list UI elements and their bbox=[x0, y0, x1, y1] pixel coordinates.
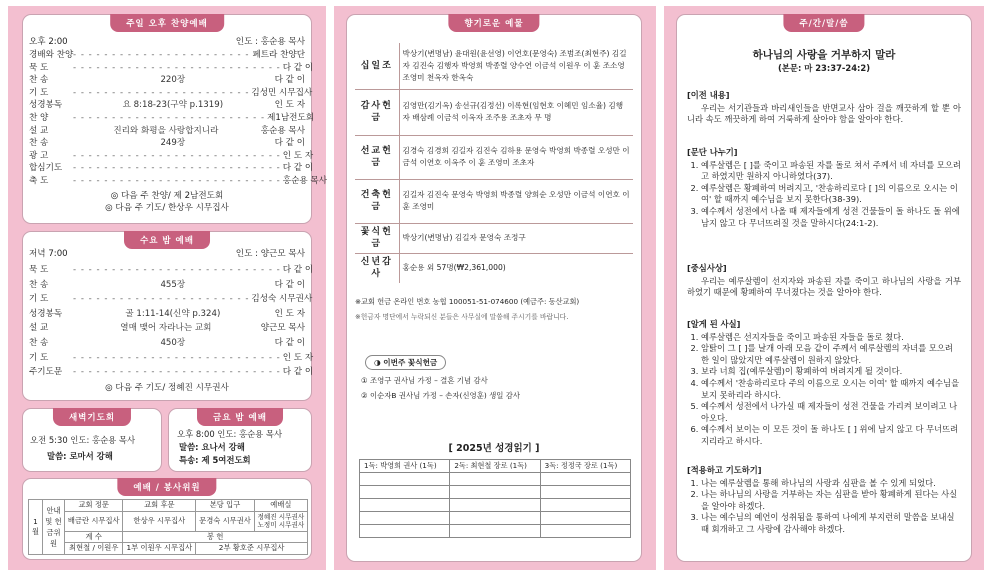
order-item-label: 성경봉독 bbox=[29, 308, 63, 319]
order-item-person: 제1남전도회 bbox=[267, 113, 315, 123]
friday-service-title: 금요 밤 예배 bbox=[197, 408, 283, 426]
apply-item: 3. 나는 예수님의 예언이 성취됨을 통하여 나에게 부지런히 말씀을 보내실 때 회개하고 그 사랑에 감사해야 하겠다. bbox=[701, 512, 961, 535]
dawn-prayer-card bbox=[22, 408, 162, 472]
paragraph-section bbox=[687, 147, 961, 229]
order-item-detail: 249장 bbox=[160, 138, 186, 149]
fact-item: 2. 암탉이 그 [ ]를 날개 아래 모음 같이 주께서 예루살렘의 자녀를 모으려 한 일이 많았지만 예루살렘이 원하지 않았다. bbox=[701, 343, 961, 366]
order-row bbox=[29, 99, 305, 111]
sermon-reference: (본문: 마 23:37-24:2) bbox=[777, 63, 871, 73]
order-item-dots: - - - - - - - - - - - - - - - - - - - - - - - bbox=[73, 87, 250, 98]
bible-reading-col: 3독: 정정국 장로 (1독) bbox=[540, 460, 630, 473]
order-item-dots: - - - - - - - - - - - - - - - - - - - - - - - - - - - bbox=[73, 163, 281, 174]
left-panel bbox=[8, 6, 326, 570]
volunteer-header: 교회 후문 bbox=[123, 500, 196, 512]
volunteer-cell: 최현철 / 이원우 bbox=[65, 543, 123, 555]
order-item-person: 다 같 이 bbox=[282, 163, 314, 174]
volunteer-header: 계 수 bbox=[65, 531, 123, 543]
sunday-time-row bbox=[29, 36, 305, 48]
order-item-detail: 골 1:11-14(신약 p.324) bbox=[125, 308, 221, 319]
volunteer-group: 안내 및 헌금위원 bbox=[43, 500, 65, 555]
central-thought-text: 우리는 예루살렘이 선지자와 파송된 자를 죽이고 하나님의 사랑을 거부하였기 때문에 황폐하여 무너졌다는 것을 알아야 한다. bbox=[687, 275, 961, 298]
order-item-dots: - - - - - - - - - - - - - - - - - - - - - - - - - bbox=[73, 113, 266, 123]
order-item-person: 홍순용 목사 bbox=[282, 176, 328, 186]
order-item-label: 축 도 bbox=[29, 176, 49, 186]
friday-service-special: 특송: 제 5여전도회 bbox=[179, 455, 251, 465]
dawn-prayer-sermon: 말씀: 로마서 강해 bbox=[47, 451, 113, 461]
order-item-label: 성경봉독 bbox=[29, 100, 63, 111]
volunteer-header: 본당 입구 bbox=[196, 500, 254, 512]
sunday-time: 오후 2:00 bbox=[29, 37, 68, 47]
sunday-leader: 인도 : 홍순용 목사 bbox=[235, 37, 305, 47]
previous-section bbox=[687, 90, 961, 126]
wednesday-time-row bbox=[29, 248, 305, 260]
friday-service-sermon: 말씀: 요나서 강해 bbox=[179, 442, 245, 452]
wednesday-service-card bbox=[22, 231, 312, 401]
order-item-detail: 진리와 화평을 사랑합지니라 bbox=[113, 125, 219, 136]
order-item-label: 합심기도 bbox=[29, 163, 63, 174]
order-row bbox=[29, 264, 314, 276]
order-item-person: 인 도 자 bbox=[274, 100, 305, 111]
order-item-detail: 450장 bbox=[160, 338, 186, 348]
order-item-person: 다 같 이 bbox=[274, 75, 305, 86]
order-row bbox=[29, 74, 305, 86]
weekly-word-title: 주/간/말/씀 bbox=[783, 14, 864, 32]
order-item-person: 페트라 찬양단 bbox=[252, 50, 305, 60]
order-item-label: 묵 도 bbox=[29, 265, 49, 275]
order-item-dots: - - - - - - - - - - - - - - - - - - - - - - - - - - - bbox=[73, 62, 281, 73]
wednesday-next-prayer: ◎ 다음 주 기도/ 정혜진 시무권사 bbox=[105, 383, 229, 393]
offering-category: 선교헌금 bbox=[355, 135, 399, 179]
order-row bbox=[29, 162, 314, 174]
offering-category: 감사헌금 bbox=[355, 89, 399, 135]
volunteer-cell: 한상우 시무집사 bbox=[123, 511, 196, 531]
middle-panel bbox=[334, 6, 656, 570]
previous-text: 우리는 서기관들과 바리새인들을 반면교사 삼아 걸을 깨끗하게 할 뿐 아니라 속도 깨끗하게 하여 거룩하게 살아야 함을 알아야 한다. bbox=[687, 102, 961, 125]
order-item-person: 다 같 이 bbox=[274, 279, 305, 290]
offering-names: 김길자 김진숙 문영숙 박영희 박종렬 양희순 오성만 이금석 이연호 이 훈 조영미 bbox=[399, 179, 633, 223]
order-item-person: 김성숙 시무권사 bbox=[251, 294, 313, 305]
order-row bbox=[29, 175, 328, 187]
fact-item: 5. 예수께서 성전에서 나가실 때 제자들이 성전 건물을 가리켜 보이려고 나아오다. bbox=[701, 401, 961, 424]
right-panel bbox=[664, 6, 984, 570]
fact-item: 6. 예수께서 보이는 이 모든 것이 돌 하나도 [ ] 위에 남지 않고 다 무너뜨려지리라고 하시다. bbox=[701, 424, 961, 447]
order-row bbox=[29, 150, 314, 162]
order-item-label: 묵 도 bbox=[29, 62, 49, 73]
next-flower-offering-2: ② 이순자B 권사님 가정 – 손자(신영훈) 생일 감사 bbox=[361, 391, 520, 400]
offering-names: 홍순용 외 57명(₩2,361,000) bbox=[402, 263, 506, 273]
previous-heading: [이전 내용] bbox=[687, 90, 730, 100]
paragraph-heading: [문단 나누기] bbox=[687, 147, 738, 157]
order-item-label: 설 교 bbox=[29, 125, 49, 136]
offering-table bbox=[355, 43, 633, 283]
order-item-label: 광 고 bbox=[29, 150, 49, 161]
paragraph-item: 2. 예루살렘은 황폐하여 버려지고, '찬송하리로다 [ ]의 이름으로 오시는 이여' 할 때까지 예수님을 보지 못한다(38-39). bbox=[701, 183, 961, 206]
order-row bbox=[29, 112, 315, 124]
central-thought-heading: [중심사상] bbox=[687, 263, 727, 273]
offering-note: ※헌금자 명단에서 누락되신 분들은 사무실에 말씀해 주시기를 바랍니다. bbox=[355, 313, 569, 321]
order-item-label: 찬 송 bbox=[29, 338, 49, 348]
offering-card bbox=[346, 14, 642, 562]
central-thought-section bbox=[687, 263, 961, 299]
sunday-service-title: 주일 오후 찬양예배 bbox=[110, 14, 224, 32]
order-item-label: 경배와 찬양 bbox=[29, 50, 74, 60]
order-item-detail: 220장 bbox=[160, 75, 186, 86]
sermon-title: 하나님의 사랑을 거부하지 말라 bbox=[752, 49, 896, 61]
order-item-label: 설 교 bbox=[29, 323, 49, 334]
order-item-person: 다 같 이 bbox=[274, 138, 305, 149]
volunteer-cell: 1부 이원우 시무집사 bbox=[123, 543, 196, 555]
next-flower-offering-1: ① 조영구 권사님 가정 – 결혼 기념 감사 bbox=[361, 376, 488, 385]
apply-heading: [적용하고 기도하기] bbox=[687, 465, 762, 475]
order-item-label: 찬 송 bbox=[29, 279, 49, 290]
sunday-service-card bbox=[22, 14, 328, 224]
fact-item: 3. 보라 너희 집(예루살렘)이 황폐하여 버려지게 될 것이다. bbox=[701, 366, 961, 378]
order-item-person: 다 같 이 bbox=[282, 265, 314, 275]
order-item-person: 다 같 이 bbox=[282, 367, 314, 378]
order-item-person: 인 도 자 bbox=[282, 150, 314, 161]
fact-item: 1. 예루살렘은 선지자들을 죽이고 파송된 자들을 돌로 쳤다. bbox=[701, 332, 961, 344]
order-row bbox=[29, 279, 305, 291]
bible-reading-col: 2독: 최현철 장로 (1독) bbox=[450, 460, 540, 473]
order-item-person: 다 같 이 bbox=[282, 62, 314, 73]
order-row bbox=[29, 352, 314, 364]
volunteer-header: 예배실 bbox=[254, 500, 307, 512]
offering-names: 김경숙 김경희 김길자 김진숙 김하용 문영숙 박영희 박종렬 오성만 이금석 이연호 이옥주 이 훈 조영미 조초자 bbox=[399, 135, 633, 179]
volunteer-table bbox=[28, 499, 308, 555]
facts-section bbox=[687, 319, 961, 448]
order-item-dots: - - - - - - - - - - - - - - - - - - - - - - - - - - - bbox=[73, 150, 281, 161]
order-row bbox=[29, 137, 305, 149]
offering-category: 건축헌금 bbox=[355, 179, 399, 223]
offering-names: 박상기(변명남) 김길자 문영숙 조정구 bbox=[399, 223, 633, 253]
wednesday-leader: 인도 : 양근모 목사 bbox=[235, 249, 305, 259]
next-flower-offering-title: ◑ 이번주 꽃식헌금 bbox=[365, 355, 446, 370]
order-item-label: 찬 송 bbox=[29, 75, 49, 86]
order-row bbox=[29, 49, 305, 61]
volunteer-title: 예배 / 봉사위원 bbox=[117, 478, 216, 496]
paragraph-item: 3. 예수께서 성전에서 나올 때 제자들에게 성전 건물들이 돌 하나도 돌 위에 남지 않고 다 무너뜨려질 것을 말하시다(24:1-2). bbox=[701, 206, 961, 229]
order-item-person: 인 도 자 bbox=[282, 352, 314, 363]
volunteer-header: 봉 헌 bbox=[123, 531, 308, 543]
order-item-label: 찬 송 bbox=[29, 138, 49, 149]
volunteer-card bbox=[22, 478, 312, 560]
friday-service-time: 오후 8:00 인도: 홍순용 목사 bbox=[177, 429, 283, 439]
order-item-dots: - - - - - - - - - - - - - - - - - - - - - - - - - - - bbox=[73, 352, 281, 363]
offering-names: 박상기(변명남) 윤대원(윤선영) 이연호(문영숙) 조범조(최현주) 김길자 김진숙 김행자 박영희 박종렬 양수연 이금석 이원우 이 훈 조소영 조영미 천옥자 한옥숙 bbox=[399, 43, 633, 89]
order-item-detail: 열매 맺어 자라나는 교회 bbox=[120, 323, 212, 334]
order-item-label: 기 도 bbox=[29, 294, 49, 305]
fact-item: 4. 예수께서 '찬송하리로다 주의 이름으로 오시는 이여' 할 때까지 예수님을 보지 못하리라 하시다. bbox=[701, 378, 961, 401]
order-row bbox=[29, 62, 314, 74]
sunday-next-prayer: ◎ 다음 주 기도/ 한상우 시무집사 bbox=[105, 203, 229, 213]
offering-category: 신년감사 bbox=[355, 253, 399, 283]
order-item-label: 기 도 bbox=[29, 352, 49, 363]
apply-item: 1. 나는 예루살렘을 통해 하나님의 사랑과 심판을 볼 수 있게 되었다. bbox=[701, 478, 961, 490]
sermon-card bbox=[676, 14, 972, 562]
volunteer-cell: 배금란 시무집사 bbox=[65, 511, 123, 531]
wednesday-time: 저녁 7:00 bbox=[29, 249, 68, 259]
order-item-person: 양근모 목사 bbox=[260, 323, 305, 334]
offering-title: 향기로운 예물 bbox=[448, 14, 539, 32]
apply-item: 2. 나는 하나님의 사랑을 거부하는 자는 심판을 받아 황폐하게 된다는 사실을 알아야 하겠다. bbox=[701, 489, 961, 512]
order-row bbox=[29, 322, 305, 334]
wednesday-service-title: 수요 밤 예배 bbox=[124, 231, 210, 249]
volunteer-header: 교회 정문 bbox=[65, 500, 123, 512]
order-item-person: 김성민 시무집사 bbox=[251, 87, 313, 98]
order-item-person: 다 같 이 bbox=[274, 338, 305, 348]
order-item-dots: - - - - - - - - - - - - - - - - - - - - - - - - - - - bbox=[73, 176, 281, 186]
sunday-next-praise: ◎ 다음 주 찬양/ 제 2남전도회 bbox=[110, 191, 224, 201]
order-row bbox=[29, 293, 313, 305]
paragraph-item: 1. 예루살렘은 [ ]를 죽이고 파송된 자를 돌로 쳐서 주께서 네 자녀를 모으려고 하였지만 원하지 아니하였다(37). bbox=[701, 160, 961, 183]
bible-reading-col: 1독: 박영희 권사 (1독) bbox=[360, 460, 450, 473]
order-item-dots: - - - - - - - - - - - - - - - - - - - - - - - bbox=[73, 294, 250, 305]
offering-bank-info: ※교회 헌금 온라인 번호 농협 100051-51-074600 (예금주: 동산교회) bbox=[355, 297, 580, 306]
apply-section bbox=[687, 465, 961, 536]
order-row bbox=[29, 337, 305, 349]
order-row bbox=[29, 125, 305, 137]
order-item-dots: - - - - - - - - - - - - - - - - - - - - - - - - - - - bbox=[73, 367, 281, 378]
order-item-person: 인 도 자 bbox=[274, 308, 305, 319]
dawn-prayer-time: 오전 5:30 인도: 홍순용 목사 bbox=[30, 435, 136, 445]
order-item-label: 주기도문 bbox=[29, 367, 63, 378]
bible-reading-title: [ 2025년 성경읽기 ] bbox=[448, 443, 540, 454]
order-row bbox=[29, 308, 305, 320]
volunteer-cell: 2부 황호준 시무집사 bbox=[196, 543, 308, 555]
volunteer-cell: 정혜진 시무권사 노정미 시무권사 bbox=[254, 511, 307, 531]
order-item-detail: 요 8:18-23(구약 p.1319) bbox=[122, 100, 224, 111]
order-item-label: 기 도 bbox=[29, 87, 49, 98]
offering-category: 십일조 bbox=[355, 43, 399, 89]
order-item-detail: 455장 bbox=[160, 279, 186, 290]
order-item-dots: - - - - - - - - - - - - - - - - - - - - - - - bbox=[73, 50, 250, 60]
friday-service-card bbox=[168, 408, 312, 472]
volunteer-month: 1월 bbox=[29, 500, 43, 555]
order-item-person: 홍순용 목사 bbox=[260, 125, 305, 136]
order-row bbox=[29, 366, 314, 378]
order-item-label: 찬 양 bbox=[29, 113, 49, 123]
offering-names: 김영만(김기옥) 송선규(김정선) 이록현(임현호 이혜민 임소율) 김행자 배삼례 이금석 이옥자 조주용 조초자 무 명 bbox=[399, 89, 633, 135]
order-item-dots: - - - - - - - - - - - - - - - - - - - - - - - - - - - bbox=[73, 265, 281, 275]
volunteer-cell: 문경숙 시무권사 bbox=[196, 511, 254, 531]
dawn-prayer-title: 새벽기도회 bbox=[53, 408, 131, 426]
order-row bbox=[29, 87, 313, 99]
offering-category: 꽃식헌금 bbox=[355, 223, 399, 253]
facts-heading: [알게 된 사실] bbox=[687, 319, 741, 329]
bible-reading-table bbox=[359, 459, 631, 538]
